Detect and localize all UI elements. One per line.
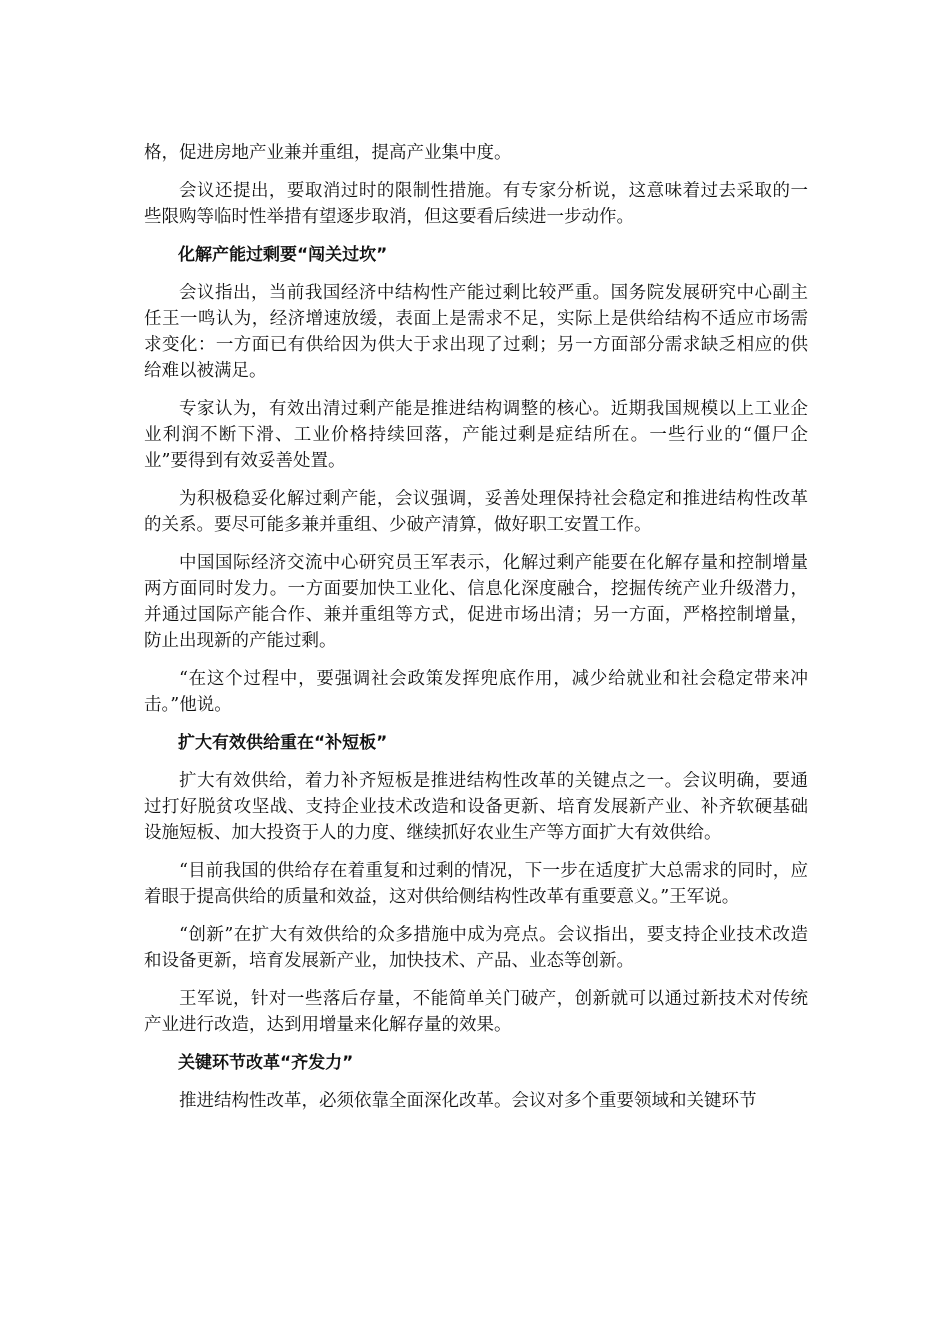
paragraph: “目前我国的供给存在着重复和过剩的情况，下一步在适度扩大总需求的同时，应着眼于提高供给的质量和效益，这对供给侧结构性改革有重要意义。”王军说。 bbox=[144, 861, 808, 907]
paragraph: “创新”在扩大有效供给的众多措施中成为亮点。会议指出，要支持企业技术改造和设备更新，培育发展新产业，加快技术、产品、业态等创新。 bbox=[144, 925, 808, 971]
paragraph: 扩大有效供给，着力补齐短板是推进结构性改革的关键点之一。会议明确，要通过打好脱贫攻坚战、支持企业技术改造和设备更新、培育发展新产业、补齐软硬基础设施短板、加大投资于人的力度、继续抓好农业生产等方面扩大有效供给。 bbox=[144, 771, 808, 843]
document-page bbox=[144, 140, 808, 1126]
paragraph: 王军说，针对一些落后存量，不能简单关门破产，创新就可以通过新技术对传统产业进行改造，达到用增量来化解存量的效果。 bbox=[144, 989, 808, 1035]
section-heading: 关键环节改革“齐发力” bbox=[178, 1053, 354, 1073]
paragraph: 为积极稳妥化解过剩产能，会议强调，妥善处理保持社会稳定和推进结构性改革的关系。要尽可能多兼并重组、少破产清算，做好职工安置工作。 bbox=[144, 489, 808, 535]
section-heading: 化解产能过剩要“闯关过坎” bbox=[178, 245, 388, 265]
paragraph: 会议还提出，要取消过时的限制性措施。有专家分析说，这意味着过去采取的一些限购等临时性举措有望逐步取消，但这要看后续进一步动作。 bbox=[144, 181, 808, 227]
section-heading: 扩大有效供给重在“补短板” bbox=[178, 733, 388, 753]
paragraph: 专家认为，有效出清过剩产能是推进结构调整的核心。近期我国规模以上工业企业利润不断下滑、工业价格持续回落，产能过剩是症结所在。一些行业的“僵尸企业”要得到有效妥善处置。 bbox=[144, 399, 808, 471]
paragraph: “在这个过程中，要强调社会政策发挥兜底作用，减少给就业和社会稳定带来冲击。”他说。 bbox=[144, 669, 808, 715]
paragraph: 格，促进房地产业兼并重组，提高产业集中度。 bbox=[144, 143, 512, 163]
paragraph: 中国国际经济交流中心研究员王军表示，化解过剩产能要在化解存量和控制增量两方面同时发力。一方面要加快工业化、信息化深度融合，挖掘传统产业升级潜力，并通过国际产能合作、兼并重组等方式，促进市场出清；另一方面，严格控制增量，防止出现新的产能过剩。 bbox=[144, 553, 808, 651]
paragraph: 推进结构性改革，必须依靠全面深化改革。会议对多个重要领域和关键环节 bbox=[179, 1091, 757, 1111]
paragraph: 会议指出，当前我国经济中结构性产能过剩比较严重。国务院发展研究中心副主任王一鸣认为，经济增速放缓，表面上是需求不足，实际上是供给结构不适应市场需求变化：一方面已有供给因为供大于求出现了过剩；另一方面部分需求缺乏相应的供给难以被满足。 bbox=[144, 283, 808, 381]
